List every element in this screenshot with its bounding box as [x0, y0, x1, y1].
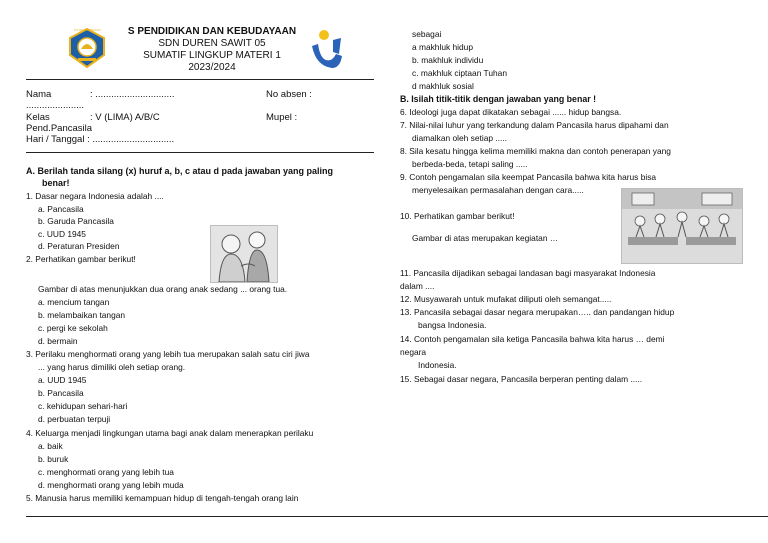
- q10-stem: Gambar di atas merupakan kegiatan …: [412, 233, 559, 243]
- section-a-title: A. Berilah tanda silang (x) huruf a, b, c atau d pada jawaban yang paling: [26, 166, 334, 176]
- hari-tanggal-field: Hari / Tanggal : ...............................: [26, 134, 175, 145]
- section-b-title: B. Isilah titik-titik dengan jawaban yang benar !: [400, 94, 597, 104]
- question-9: 9. Contoh pengamalan sila keempat Pancasila bahwa kita harus bisa: [400, 172, 657, 182]
- q3-option-c: c. kehidupan sehari-hari: [38, 401, 128, 411]
- question-6: 6. Ideologi juga dapat dikatakan sebagai ...... hidup bangsa.: [400, 107, 622, 117]
- mupel-label: Mupel :: [266, 112, 298, 123]
- question-14: 14. Contoh pengamalan sila ketiga Pancasila bahwa kita harus … demi: [400, 334, 665, 344]
- school-mascot-icon: [306, 28, 346, 74]
- dots-line: ......................: [26, 100, 85, 111]
- q5-option-a: a makhluk hidup: [412, 42, 473, 52]
- question-3-cont: ... yang harus dimiliki oleh setiap orang.: [38, 362, 186, 372]
- question-7-cont: diamalkan oleh setiap .....: [412, 133, 507, 143]
- kelas-field: : V (LIMA) A/B/C: [90, 112, 160, 123]
- question-10: 10. Perhatikan gambar berikut!: [400, 211, 515, 221]
- q1-option-a: a. Pancasila: [38, 204, 84, 214]
- q4-option-a: a. baik: [38, 441, 63, 451]
- kelas-label: Kelas: [26, 112, 50, 123]
- q5-option-d: d makhluk sosial: [412, 81, 474, 91]
- q2-option-b: b. melambaikan tangan: [38, 310, 126, 320]
- question-13-cont: bangsa Indonesia.: [418, 320, 487, 330]
- question-3: 3. Perilaku menghormati orang yang lebih tua merupakan salah satu ciri jiwa: [26, 349, 310, 359]
- q2-option-d: d. bermain: [38, 336, 78, 346]
- section-a-title-cont: benar!: [42, 178, 70, 188]
- q3-option-b: b. Pancasila: [38, 388, 84, 398]
- q1-option-c: c. UUD 1945: [38, 229, 86, 239]
- q4-option-b: b. buruk: [38, 454, 69, 464]
- question-2: 2. Perhatikan gambar berikut!: [26, 254, 136, 264]
- question-7: 7. Nilai-nilai luhur yang terkandung dalam Pancasila harus dipahami dan: [400, 120, 669, 130]
- q4-option-c: c. menghormati orang yang lebih tua: [38, 467, 174, 477]
- q4-option-d: d. menghormati orang yang lebih muda: [38, 480, 184, 490]
- question-1: 1. Dasar negara Indonesia adalah ....: [26, 191, 164, 201]
- question-4: 4. Keluarga menjadi lingkungan utama bagi anak dalam menerapkan perilaku: [26, 428, 314, 438]
- no-absen-label: No absen :: [266, 89, 312, 100]
- q5-continuation: sebagai: [412, 29, 442, 39]
- header-school: SDN DUREN SAWIT 05: [158, 38, 266, 49]
- question-8: 8. Sila kesatu hingga kelima memiliki makna dan contoh penerapan yang: [400, 146, 671, 156]
- question-8-cont: berbeda-beda, tetapi saling .....: [412, 159, 528, 169]
- header-exam-title: SUMATIF LINGKUP MATERI 1: [143, 50, 281, 61]
- q2-illustration: [210, 225, 278, 283]
- header-year: 2023/2024: [188, 62, 236, 73]
- question-12: 12. Musyawarah untuk mufakat diliputi oleh semangat.....: [400, 294, 612, 304]
- q3-option-d: d. perbuatan terpuji: [38, 414, 111, 424]
- question-11: 11. Pancasila dijadikan sebagai landasan bagi masyarakat Indonesia: [400, 268, 656, 278]
- q3-option-a: a. UUD 1945: [38, 375, 87, 385]
- q1-option-b: b. Garuda Pancasila: [38, 216, 114, 226]
- nama-label: Nama: [26, 89, 52, 100]
- q2-option-a: a. mencium tangan: [38, 297, 110, 307]
- question-5: 5. Manusia harus memiliki kemampuan hidup di tengah-tengah orang lain: [26, 493, 299, 503]
- question-11-cont: dalam ....: [400, 281, 435, 291]
- question-14-cont: negara: [400, 347, 427, 357]
- header-institution: S PENDIDIKAN DAN KEBUDAYAAN: [127, 26, 297, 37]
- question-14-cont-2: Indonesia.: [418, 360, 457, 370]
- question-15: 15. Sebagai dasar negara, Pancasila berperan penting dalam .....: [400, 374, 643, 384]
- question-13: 13. Pancasila sebagai dasar negara merupakan….. dan pandangan hidup: [400, 307, 675, 317]
- info-rule: [26, 152, 374, 153]
- q10-illustration: [621, 188, 743, 264]
- q5-option-c: c. makhluk ciptaan Tuhan: [412, 68, 507, 78]
- q2-stem: Gambar di atas menunjukkan dua orang anak sedang ... orang tua.: [38, 284, 288, 294]
- mupel-value: Pend.Pancasila: [26, 123, 93, 134]
- q5-option-b: b. makhluk individu: [412, 55, 484, 65]
- q2-option-c: c. pergi ke sekolah: [38, 323, 108, 333]
- nama-field: : ..............................: [90, 89, 175, 100]
- tut-wuri-logo: [66, 27, 108, 69]
- footer-rule: [26, 516, 768, 517]
- question-9-cont: menyelesaikan permasalahan dengan cara.....: [412, 185, 584, 195]
- logo-text: TUT WURI HANDAYANI: [73, 29, 101, 32]
- header-rule: [26, 79, 374, 80]
- q1-option-d: d. Peraturan Presiden: [38, 241, 120, 251]
